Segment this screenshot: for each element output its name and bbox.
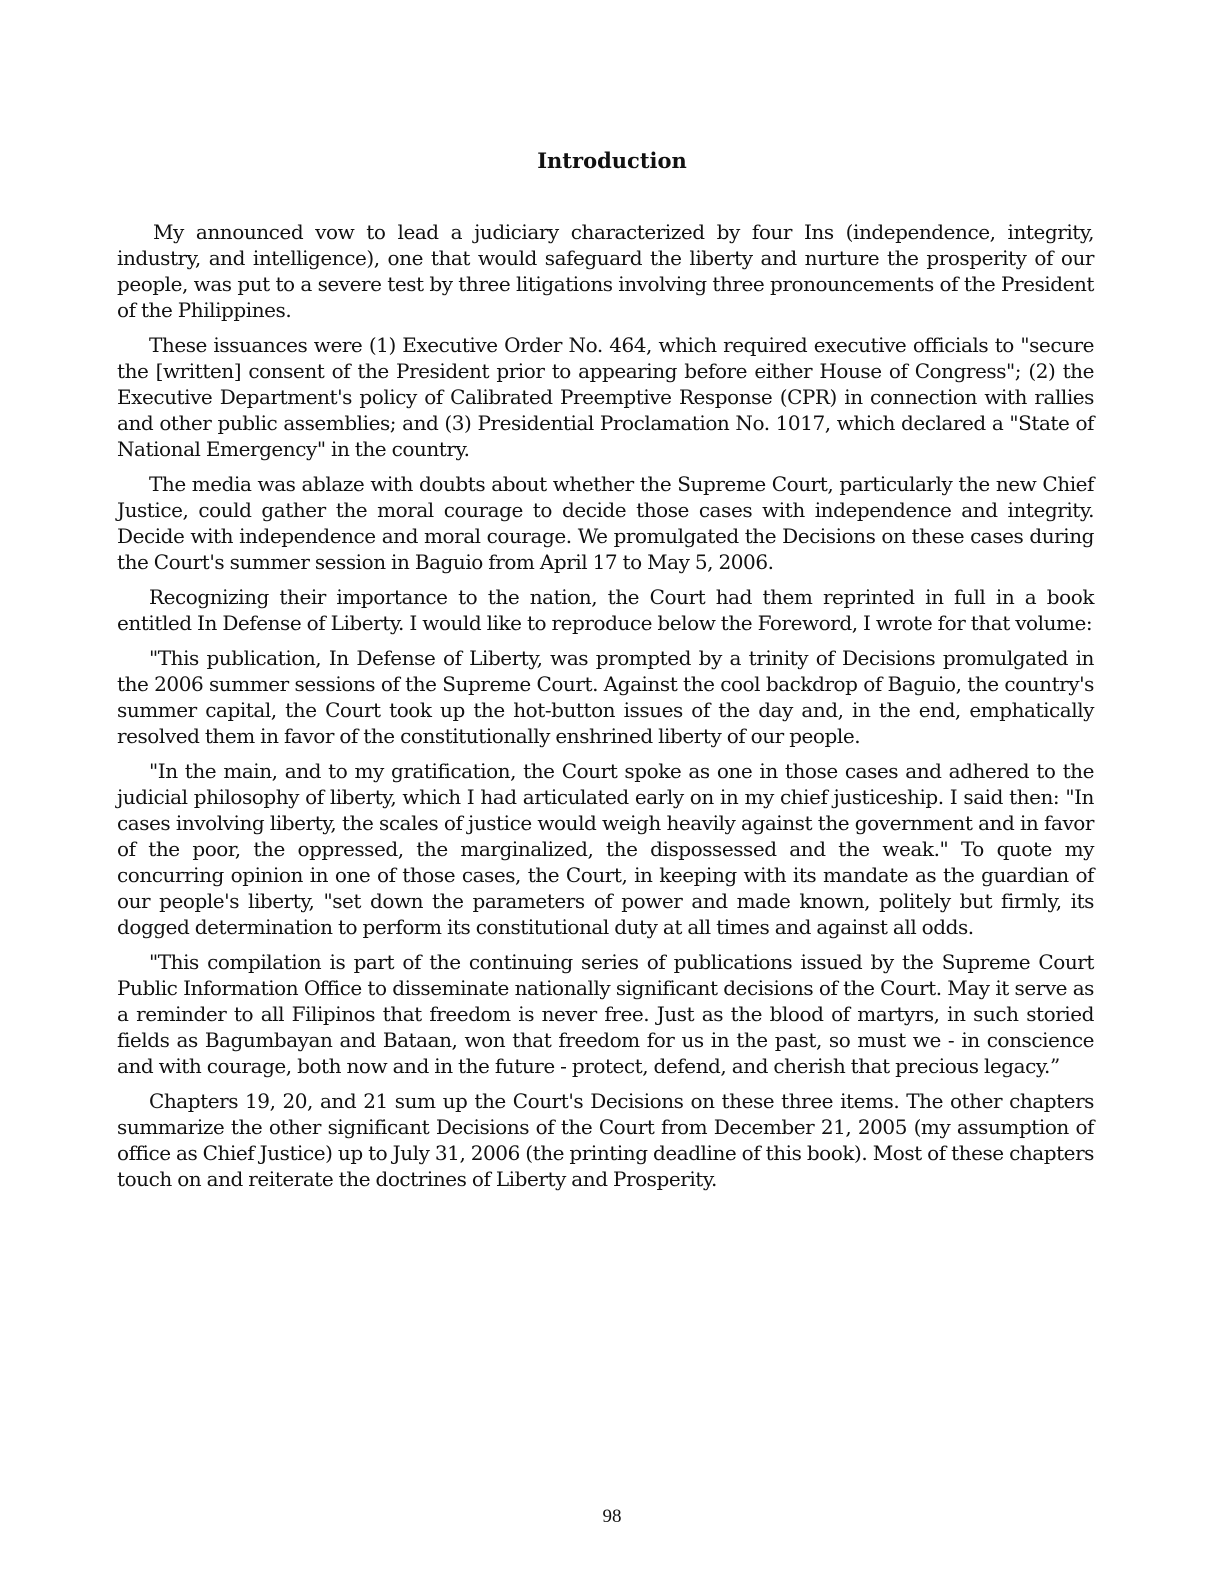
paragraph-1: My announced vow to lead a judiciary characterized by four Ins (independence, integrity, industry, and intelligence), one that would safeguard the liberty and nurture the prosperity of our people, was put to a severe test by three litigations involving three pronouncements of the President of the Philippines.	[117, 220, 1094, 322]
paragraph-4: Recognizing their importance to the nation, the Court had them reprinted in full in a book entitled In Defense of Liberty. I would like to reproduce below the Foreword, I wrote for that volume:	[117, 585, 1094, 635]
paragraph-3: The media was ablaze with doubts about whether the Supreme Court, particularly the new Chief Justice, could gather the moral courage to decide those cases with independence and integrity. Decide with independence and moral courage. We promulgated the Decisions on these cases during the Court's summer session in Baguio from April 17 to May 5, 2006.	[117, 472, 1094, 574]
paragraph-7: "This compilation is part of the continuing series of publications issued by the Supreme Court Public Information Office to disseminate nationally significant decisions of the Court. May it serve as a reminder to all Filipinos that freedom is never free. Just as the blood of martyrs, in such storied fields as Bagumbayan and Bataan, won that freedom for us in the past, so must we - in conscience and with courage, both now and in the future - protect, defend, and cherish that precious legacy.”	[117, 950, 1094, 1078]
page-number: 98	[602, 1506, 622, 1527]
page-title: Introduction	[537, 148, 687, 173]
paragraph-5: "This publication, In Defense of Liberty, was prompted by a trinity of Decisions promulgated in the 2006 summer sessions of the Supreme Court. Against the cool backdrop of Baguio, the country's summer capital, the Court took up the hot-button issues of the day and, in the end, emphatically resolved them in favor of the constitutionally enshrined liberty of our people.	[117, 646, 1094, 748]
paragraph-6: "In the main, and to my gratification, the Court spoke as one in those cases and adhered to the judicial philosophy of liberty, which I had articulated early on in my chief justiceship. I said then: "In cases involving liberty, the scales of justice would weigh heavily against the government and in favor of the poor, the oppressed, the marginalized, the dispossessed and the weak." To quote my concurring opinion in one of those cases, the Court, in keeping with its mandate as the guardian of our people's liberty, "set down the parameters of power and made known, politely but firmly, its dogged determination to perform its constitutional duty at all times and against all odds.	[117, 759, 1094, 939]
paragraph-8: Chapters 19, 20, and 21 sum up the Court's Decisions on these three items. The other chapters summarize the other significant Decisions of the Court from December 21, 2005 (my assumption of office as Chief Justice) up to July 31, 2006 (the printing deadline of this book). Most of these chapters touch on and reiterate the doctrines of Liberty and Prosperity.	[117, 1089, 1094, 1191]
paragraph-2: These issuances were (1) Executive Order No. 464, which required executive officials to "secure the [written] consent of the President prior to appearing before either House of Congress"; (2) the Executive Department's policy of Calibrated Preemptive Response (CPR) in connection with rallies and other public assemblies; and (3) Presidential Proclamation No. 1017, which declared a "State of National Emergency" in the country.	[117, 333, 1094, 461]
body-text	[117, 219, 1094, 1201]
